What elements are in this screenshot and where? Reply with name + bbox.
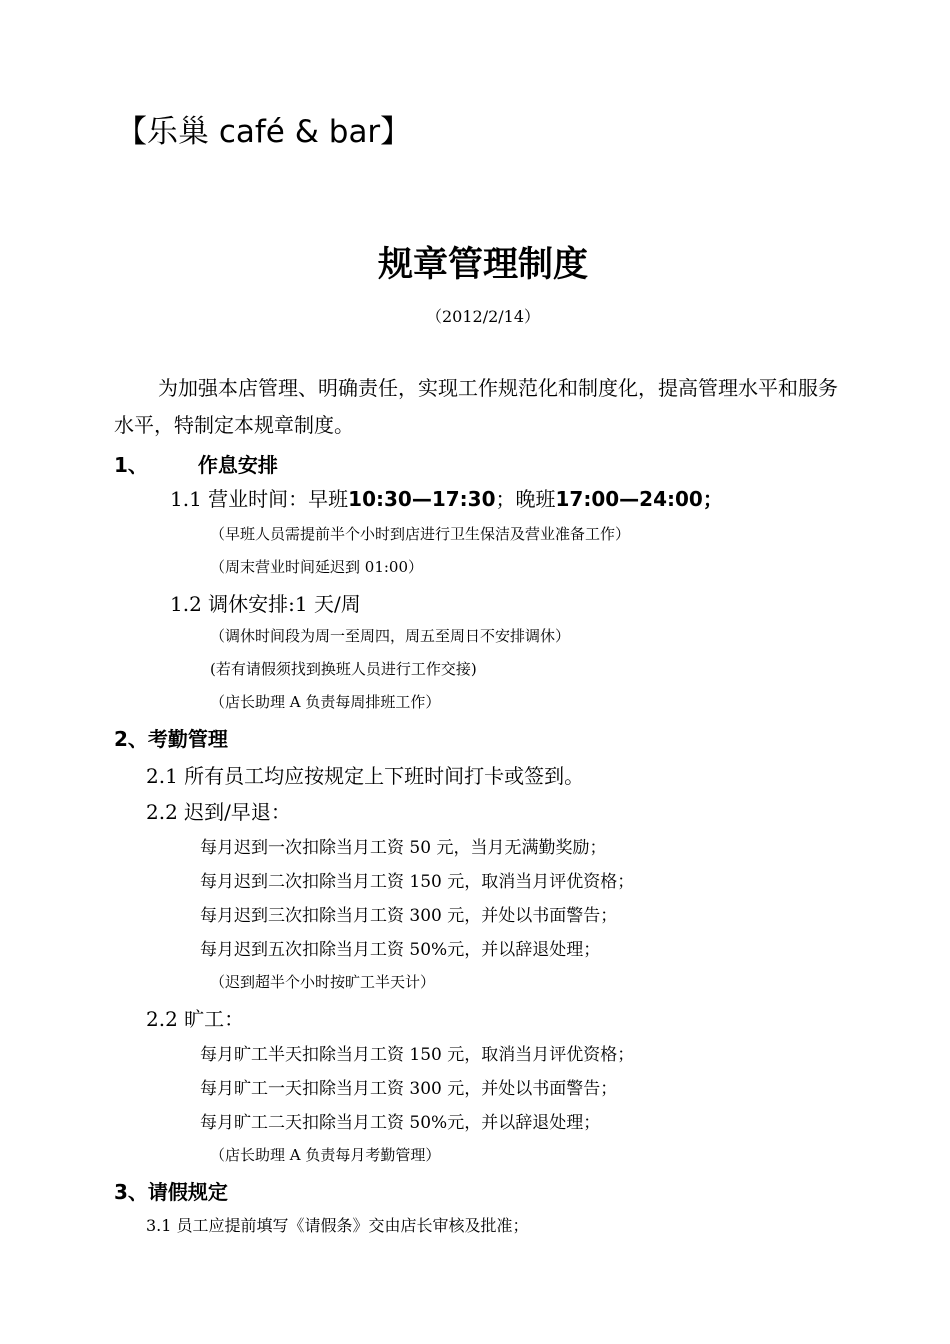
- document-title: 规章管理制度: [377, 245, 588, 285]
- note-1-1-b: （周末营业时间延迟到 01:00）: [210, 558, 423, 576]
- item-2-1: 2.1 所有员工均应按规定上下班时间打卡或签到。: [146, 764, 585, 788]
- item-1-1-label: 1.1 营业时间：早班: [170, 487, 349, 511]
- section-1-number: 1、: [114, 453, 148, 477]
- section-1-title: 作息安排: [197, 453, 278, 477]
- note-1-2-c: （店长助理 A 负责每周排班工作）: [210, 693, 441, 711]
- morning-shift-time: 10:30—17:30: [348, 487, 496, 511]
- note-1-2-a: （调休时间段为周一至周四，周五至周日不安排调休）: [210, 627, 571, 645]
- item-1-1: [170, 483, 723, 512]
- item-1-1-mid: ；晚班: [495, 487, 556, 511]
- absence-note: （店长助理 A 负责每月考勤管理）: [210, 1146, 441, 1164]
- late-rule-4: 每月迟到五次扣除当月工资 50%元，并以辞退处理；: [200, 940, 601, 960]
- intro-paragraph: 为加强本店管理、明确责任，实现工作规范化和制度化，提高管理水平和服务水平，特制定本规章制度。: [114, 376, 838, 437]
- absence-rule-1: 每月旷工半天扣除当月工资 150 元，取消当月评优资格；: [200, 1045, 635, 1065]
- item-2-3: 2.2 旷工：: [146, 1007, 245, 1031]
- section-1-heading: [114, 449, 278, 478]
- brand-header: 【乐巢 café & bar】: [116, 114, 412, 150]
- section-3-heading: 3、请假规定: [114, 1180, 228, 1204]
- item-1-2: 1.2 调休安排:1 天/周: [170, 592, 361, 616]
- absence-rule-2: 每月旷工一天扣除当月工资 300 元，并处以书面警告；: [200, 1079, 618, 1099]
- absence-rule-3: 每月旷工二天扣除当月工资 50%元，并以辞退处理；: [200, 1113, 601, 1133]
- item-3-1: 3.1 员工应提前填写《请假条》交由店长审核及批准；: [146, 1216, 529, 1235]
- item-1-1-end: ；: [702, 487, 723, 511]
- item-2-2: 2.2 迟到/早退：: [146, 800, 291, 824]
- note-1-1-a: （早班人员需提前半个小时到店进行卫生保洁及营业准备工作）: [210, 525, 631, 543]
- late-note: （迟到超半个小时按旷工半天计）: [210, 973, 436, 991]
- late-rule-3: 每月迟到三次扣除当月工资 300 元，并处以书面警告；: [200, 906, 618, 926]
- note-1-2-b: (若有请假须找到换班人员进行工作交接): [210, 660, 477, 678]
- section-2-heading: 2、考勤管理: [114, 727, 228, 751]
- late-rule-2: 每月迟到二次扣除当月工资 150 元，取消当月评优资格；: [200, 872, 635, 892]
- late-rule-1: 每月迟到一次扣除当月工资 50 元，当月无满勤奖励；: [200, 838, 607, 858]
- document-date: （2012/2/14）: [425, 307, 541, 326]
- evening-shift-time: 17:00—24:00: [555, 487, 703, 511]
